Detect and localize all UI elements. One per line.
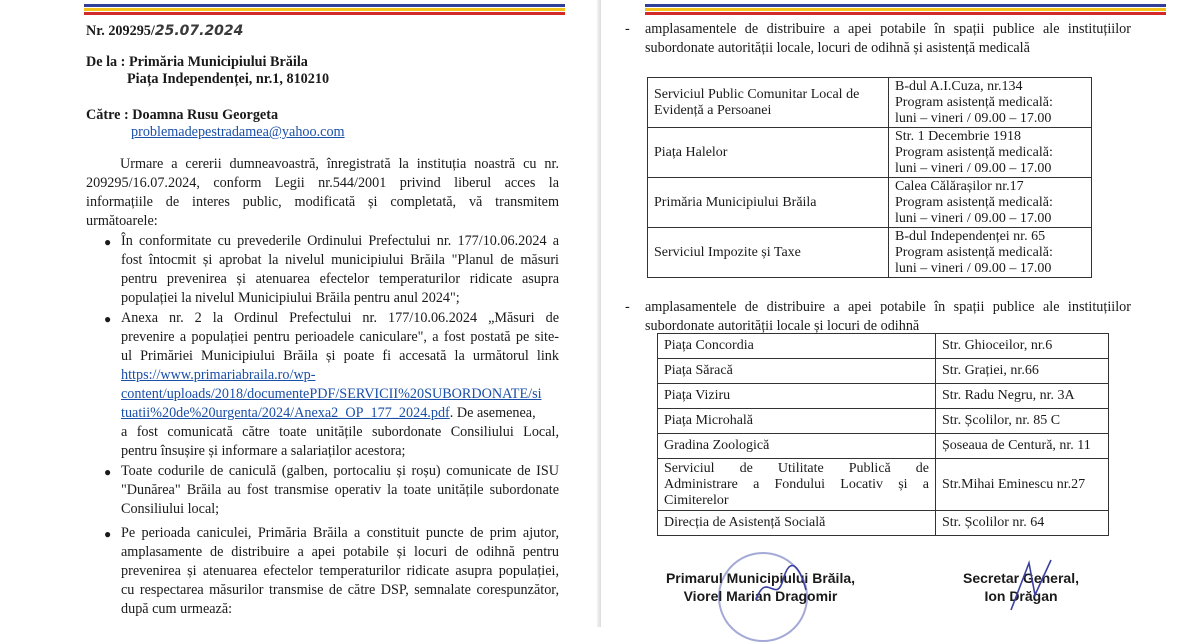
to-label: Către : <box>86 107 129 123</box>
table-row <box>648 228 1092 278</box>
bullet-line: pentru însușire și informare a salariaților acestora; <box>121 443 406 459</box>
bullet-dot-icon: ● <box>104 465 112 479</box>
bullet-line: amplasamente de distribuire a apei potabile și locuri de odihnă pentru <box>121 544 559 560</box>
bullet-line: ul Primăriei Municipiului Brăila și poate fi accesată la următorul link <box>121 348 559 364</box>
location-name-cell <box>658 384 936 409</box>
section1-dash: - <box>625 21 630 37</box>
cell-address: Șoseaua de Centură, nr. 11 <box>942 438 1091 453</box>
bullet-line: prevenire a populației pentru perioadele caniculare", a fost postată pe site- <box>121 329 559 345</box>
cell-program: Program asistență medicală: <box>895 194 1053 210</box>
location-name-cell <box>658 409 936 434</box>
secretary-signature-scribble <box>1001 555 1061 615</box>
cell-address: B-dul A.I.Cuza, nr.134 <box>895 78 1023 94</box>
sender-name: Primăria Municipiului Brăila <box>128 54 308 70</box>
table-row <box>658 334 1109 359</box>
cell-hours: luni – vineri / 09.00 – 17.00 <box>895 110 1052 126</box>
location-name-line: Serviciul Impozite și Taxe <box>654 244 801 260</box>
intro-line: informațiile de interes public, modificată și completată, vă transmitem <box>86 194 559 210</box>
location-name-line: Direcția de Asistență Socială <box>664 515 826 530</box>
bullet-line: În conformitate cu prevederile Ordinului Prefectului nr. 177/10.06.2024 a <box>121 233 559 249</box>
location-name-line: Piața Viziru <box>664 388 731 403</box>
location-name-cell <box>658 359 936 384</box>
table-row <box>658 511 1109 536</box>
table-row <box>658 459 1109 511</box>
link-line-wrap <box>121 385 559 404</box>
address-cell <box>936 334 1109 359</box>
section2-heading <box>645 298 1131 336</box>
location-name-cell <box>648 178 889 228</box>
cell-address: Str.Mihai Eminescu nr.27 <box>942 476 1086 492</box>
from-label: De la : <box>86 54 126 70</box>
left-page <box>0 0 600 627</box>
section1-heading <box>645 20 1131 58</box>
location-name-line: Cimiterelor <box>664 492 729 508</box>
location-name-line: Administrare a Fondului Locativ și a <box>664 476 929 492</box>
location-name-line: Evidență a Persoanei <box>654 102 772 118</box>
address-cell <box>936 384 1109 409</box>
mayor-name: Viorel Marian Dragomir <box>683 588 838 604</box>
location-name-cell <box>648 228 889 278</box>
handwritten-date: 25.07.2024 <box>154 23 244 39</box>
cell-hours: luni – vineri / 09.00 – 17.00 <box>895 160 1052 176</box>
location-name-line: Serviciul Public Comunitar Local de <box>654 86 860 102</box>
link-line-wrap <box>121 404 559 423</box>
cell-program: Program asistență medicală: <box>895 94 1053 110</box>
link-line-wrap <box>121 366 559 385</box>
location-name-line: Piața Halelor <box>654 144 728 160</box>
address-program-cell <box>889 78 1092 128</box>
recipient-name: Doamna Rusu Georgeta <box>132 107 279 123</box>
bullet-item <box>121 524 559 619</box>
cell-address: B-dul Independenței nr. 65 <box>895 228 1046 244</box>
location-name-cell <box>648 78 889 128</box>
bullet-dot-icon: ● <box>104 527 112 541</box>
cell-address: Str. Grației, nr.66 <box>942 363 1039 378</box>
location-name-cell <box>648 128 889 178</box>
annex-pdf-link[interactable]: tuatii%20de%20urgenta/2024/Anexa2_OP_177_2024.pdf <box>121 405 450 421</box>
bullet-line: fost întocmit și aprobat la nivelul municipiului Brăila "Planul de măsuri <box>121 252 559 268</box>
table-row <box>648 128 1092 178</box>
bullet-line: Consiliului local; <box>121 501 220 517</box>
bullet-dot-icon: ● <box>104 312 112 326</box>
table-row <box>658 434 1109 459</box>
secretary-title: Secretar General, <box>963 570 1079 586</box>
bullet-line: pentru prevenirea și atenuarea efectelor temperaturilor ridicate asupra <box>121 271 559 287</box>
bullet-line: "Dunărea" Brăila au fost transmise operativ la toate unitățile subordonate <box>121 482 559 498</box>
section-heading-line: amplasamentele de distribuire a apei potabile în spații publice ale instituțiilor <box>645 21 1131 37</box>
bullet-line: după cum urmează: <box>121 601 233 617</box>
table-row <box>658 409 1109 434</box>
tricolor-header-stripe <box>84 4 565 15</box>
annex-pdf-link[interactable]: content/uploads/2018/documentePDF/SERVICII%20SUBORDONATE/si <box>121 386 542 402</box>
cell-program: Program asistență medicală: <box>895 144 1053 160</box>
cell-address: Str. Școlilor nr. 64 <box>942 515 1045 530</box>
mayor-title: Primarul Municipiului Brăila, <box>665 570 856 586</box>
location-name-cell <box>658 511 936 536</box>
registration-number: Nr. 209295/25.07.2024 <box>86 23 244 39</box>
table-row <box>658 384 1109 409</box>
address-program-cell <box>889 178 1092 228</box>
bullet-item <box>121 232 559 308</box>
medical-assistance-table <box>647 77 1092 278</box>
location-name-line: Piața Săracă <box>664 363 733 378</box>
address-program-cell <box>889 228 1092 278</box>
tricolor-header-stripe-right <box>645 4 1166 15</box>
location-name-cell <box>658 334 936 359</box>
cell-address: Str. Radu Negru, nr. 3A <box>942 388 1075 403</box>
annex-pdf-link[interactable]: https://www.primariabraila.ro/wp- <box>121 367 316 383</box>
location-name-line: Serviciul de Utilitate Publică de <box>664 460 929 476</box>
sender-address: Piața Independenței, nr.1, 810210 <box>127 71 330 87</box>
bullet-item <box>121 309 559 461</box>
section-heading-line: subordonate autorității locale, locuri de odihnă și asistență medicală <box>645 40 1030 56</box>
cell-hours: luni – vineri / 09.00 – 17.00 <box>895 210 1052 226</box>
cell-address: Str. Școlilor, nr. 85 C <box>942 413 1061 428</box>
section-heading-line: amplasamentele de distribuire a apei potabile în spații publice ale instituțiilor <box>645 299 1131 315</box>
intro-line: Urmare a cererii dumneavoastră, înregistrată la instituția noastră cu nr. <box>120 156 559 172</box>
location-name-line: Gradina Zoologică <box>664 438 770 453</box>
address-cell <box>936 511 1109 536</box>
link-tail-text: . De asemenea, <box>449 405 536 421</box>
bullet-line: Pe perioada caniculei, Primăria Brăila a constituit puncte de prim ajutor, <box>121 525 559 541</box>
address-cell <box>936 459 1109 511</box>
address-cell <box>936 359 1109 384</box>
table-row <box>658 359 1109 384</box>
bullet-line: Toate codurile de caniculă (galben, portocaliu și roșu) comunicate de ISU <box>121 463 559 479</box>
bullet-dot-icon: ● <box>104 235 112 249</box>
bullet-line: cu respectarea măsurilor transmise de către DSP, semnalate corespunzător, <box>121 582 559 598</box>
table-row <box>648 178 1092 228</box>
location-name-cell <box>658 434 936 459</box>
section-heading-line: subordonate autorității locale și locuri de odihnă <box>645 318 920 334</box>
cell-hours: luni – vineri / 09.00 – 17.00 <box>895 260 1052 276</box>
cell-address: Str. 1 Decembrie 1918 <box>895 128 1021 144</box>
bullet-line: populației la nivelul Municipiului Brăila pentru anul 2024"; <box>121 290 460 306</box>
mayor-signature-scribble <box>751 560 811 610</box>
recipient-email-link[interactable]: problemadepestradamea@yahoo.com <box>131 124 345 140</box>
bullet-line: a fost comunicată către toate unitățile subordonate Consiliului Local, <box>121 424 559 440</box>
location-name-cell <box>658 459 936 511</box>
cell-address: Calea Călărașilor nr.17 <box>895 178 1024 194</box>
location-name-line: Primăria Municipiului Brăila <box>654 194 817 210</box>
address-cell <box>936 434 1109 459</box>
secretary-name: Ion Drăgan <box>984 588 1058 604</box>
cell-program: Program asistență medicală: <box>895 244 1053 260</box>
intro-paragraph <box>86 155 559 231</box>
bullet-item <box>121 462 559 519</box>
bullet-line: prevenirea și atenuarea efectelor temperaturilor ridicate asupra populației, <box>121 563 559 579</box>
intro-line: 209295/16.07.2024, conform Legii nr.544/2001 privind liberul acces la <box>86 175 559 191</box>
address-program-cell <box>889 128 1092 178</box>
intro-line: următoarele: <box>86 213 158 229</box>
table-row <box>648 78 1092 128</box>
bullet-line: Anexa nr. 2 la Ordinul Prefectului nr. 177/10.06.2024 „Măsuri de <box>121 310 559 326</box>
right-page <box>601 0 1201 627</box>
address-cell <box>936 409 1109 434</box>
location-name-line: Piața Microhală <box>664 413 754 428</box>
cell-address: Str. Ghioceilor, nr.6 <box>942 338 1053 353</box>
location-name-line: Piața Concordia <box>664 338 754 353</box>
section2-dash: - <box>625 299 630 315</box>
rest-places-table <box>657 333 1109 536</box>
